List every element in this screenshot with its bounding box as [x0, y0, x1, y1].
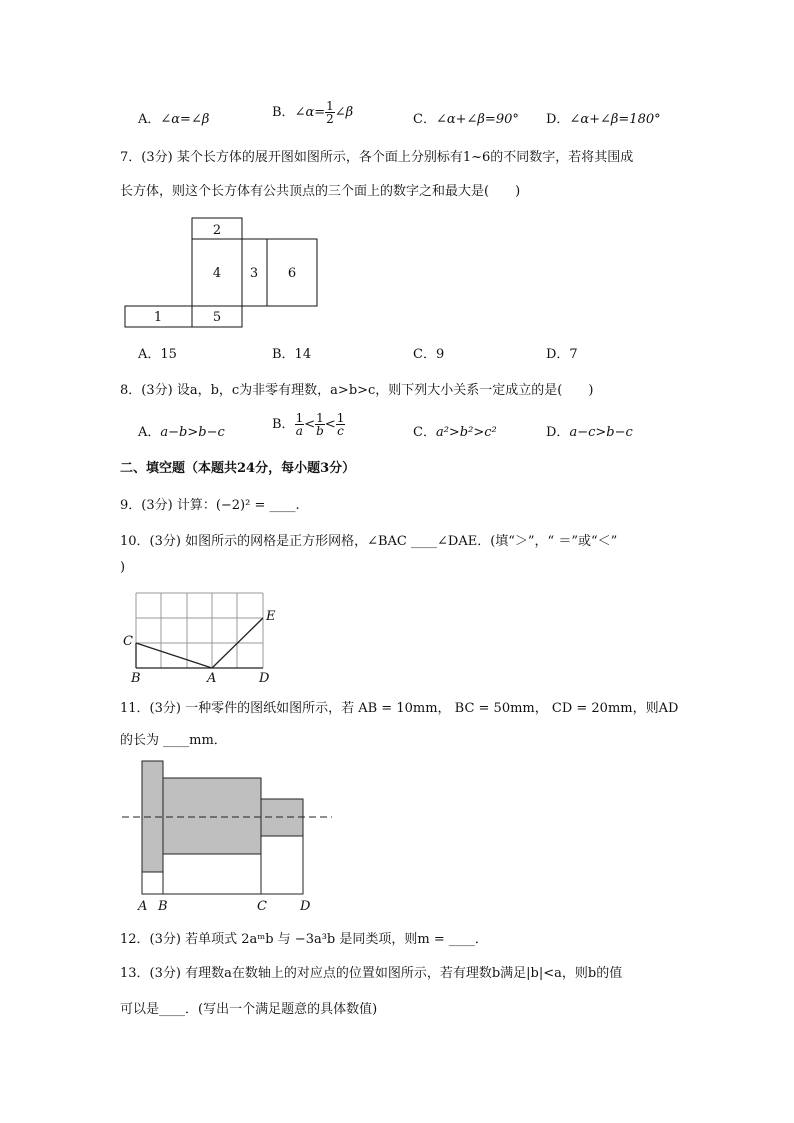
q10-grid-figure [120, 588, 290, 686]
q11-line2: 的长为 ____mm． [120, 733, 227, 748]
q6-option-b[interactable]: B．∠α= $\frac{1}{2}$ ∠β [272, 99, 354, 126]
q6-option-c[interactable]: C．∠α+∠β=90° [413, 112, 519, 127]
fraction: $\frac{1}{c}$ [336, 411, 345, 438]
label-b: B [158, 899, 168, 914]
q7-option-b[interactable]: B．14 [272, 347, 312, 362]
q13-line2: 可以是____．(写出一个满足题意的具体数值) [120, 1002, 378, 1017]
fraction: $\frac{1}{2}$ [326, 99, 334, 126]
q8-option-d[interactable]: D．a−c>b−c [546, 425, 633, 440]
fraction: $\frac{1}{a}$ [295, 411, 304, 438]
label-e: E [266, 609, 276, 624]
net-label-1: 1 [153, 310, 163, 325]
net-label-3: 3 [249, 266, 259, 281]
net-label-4: 4 [212, 266, 222, 281]
q8-option-c[interactable]: C．a²>b²>c² [413, 425, 497, 440]
label-a: A [207, 671, 217, 686]
q7-option-c[interactable]: C．9 [413, 347, 445, 362]
q10-line1: 10．(3分) 如图所示的网格是正方形网格，∠BAC ____∠DAE．(填“＞”，“ ＝”或“＜” [120, 534, 618, 549]
fraction: $\frac{1}{b}$ [316, 411, 324, 438]
net-label-6: 6 [287, 266, 297, 281]
section-heading: 二、填空题（本题共24分，每小题3分） [120, 461, 356, 476]
q7-option-d[interactable]: D．7 [546, 347, 578, 362]
q12-text: 12．(3分) 若单项式 2aᵐb 与 −3a³b 是同类项，则m = ____． [120, 932, 488, 947]
q13-line1: 13．(3分) 有理数a在数轴上的对应点的位置如图所示，若有理数b满足|b|<a，则b的值 [120, 966, 623, 981]
q8-options [138, 412, 698, 446]
net-label-5: 5 [212, 310, 222, 325]
q8-option-b[interactable]: B． $\frac{1}{a}$ < $\frac{1}{b}$ < $\frac{1}{c}$ [272, 411, 345, 438]
q7-option-a[interactable]: A．15 [138, 347, 177, 362]
q6-option-a[interactable]: A．∠α=∠β [138, 112, 210, 127]
label-c: C [123, 634, 133, 649]
square-grid [136, 593, 263, 668]
net-label-2: 2 [212, 223, 222, 238]
label-a: A [138, 899, 148, 914]
q8-option-a[interactable]: A．a−b>b−c [138, 425, 225, 440]
q6-options [138, 99, 698, 134]
q7-line1: 7．(3分) 某个长方体的展开图如图所示，各个面上分别标有1~6的不同数字，若将其围成 [120, 150, 634, 165]
q11-line1: 11．(3分) 一种零件的图纸如图所示，若 AB = 10mm， BC = 50mm， CD = 20mm，则AD [120, 701, 679, 716]
q9-text: 9．(3分) 计算：(−2)² = ____. [120, 498, 300, 513]
q10-line2: ) [120, 560, 126, 575]
label-d: D [259, 671, 270, 686]
q7-cuboid-net-figure [120, 214, 330, 334]
label-d: D [300, 899, 311, 914]
label-b: B [131, 671, 141, 686]
q6-option-d[interactable]: D．∠α+∠β=180° [546, 112, 661, 127]
q11-part-drawing [118, 756, 338, 916]
q7-line2: 长方体，则这个长方体有公共顶点的三个面上的数字之和最大是( ) [120, 184, 521, 199]
label-c: C [257, 899, 267, 914]
part-shaded-bc [163, 778, 261, 854]
q8-text: 8．(3分) 设a，b，c为非零有理数，a>b>c，则下列大小关系一定成立的是( ) [120, 383, 594, 398]
segment-ca [136, 643, 212, 668]
